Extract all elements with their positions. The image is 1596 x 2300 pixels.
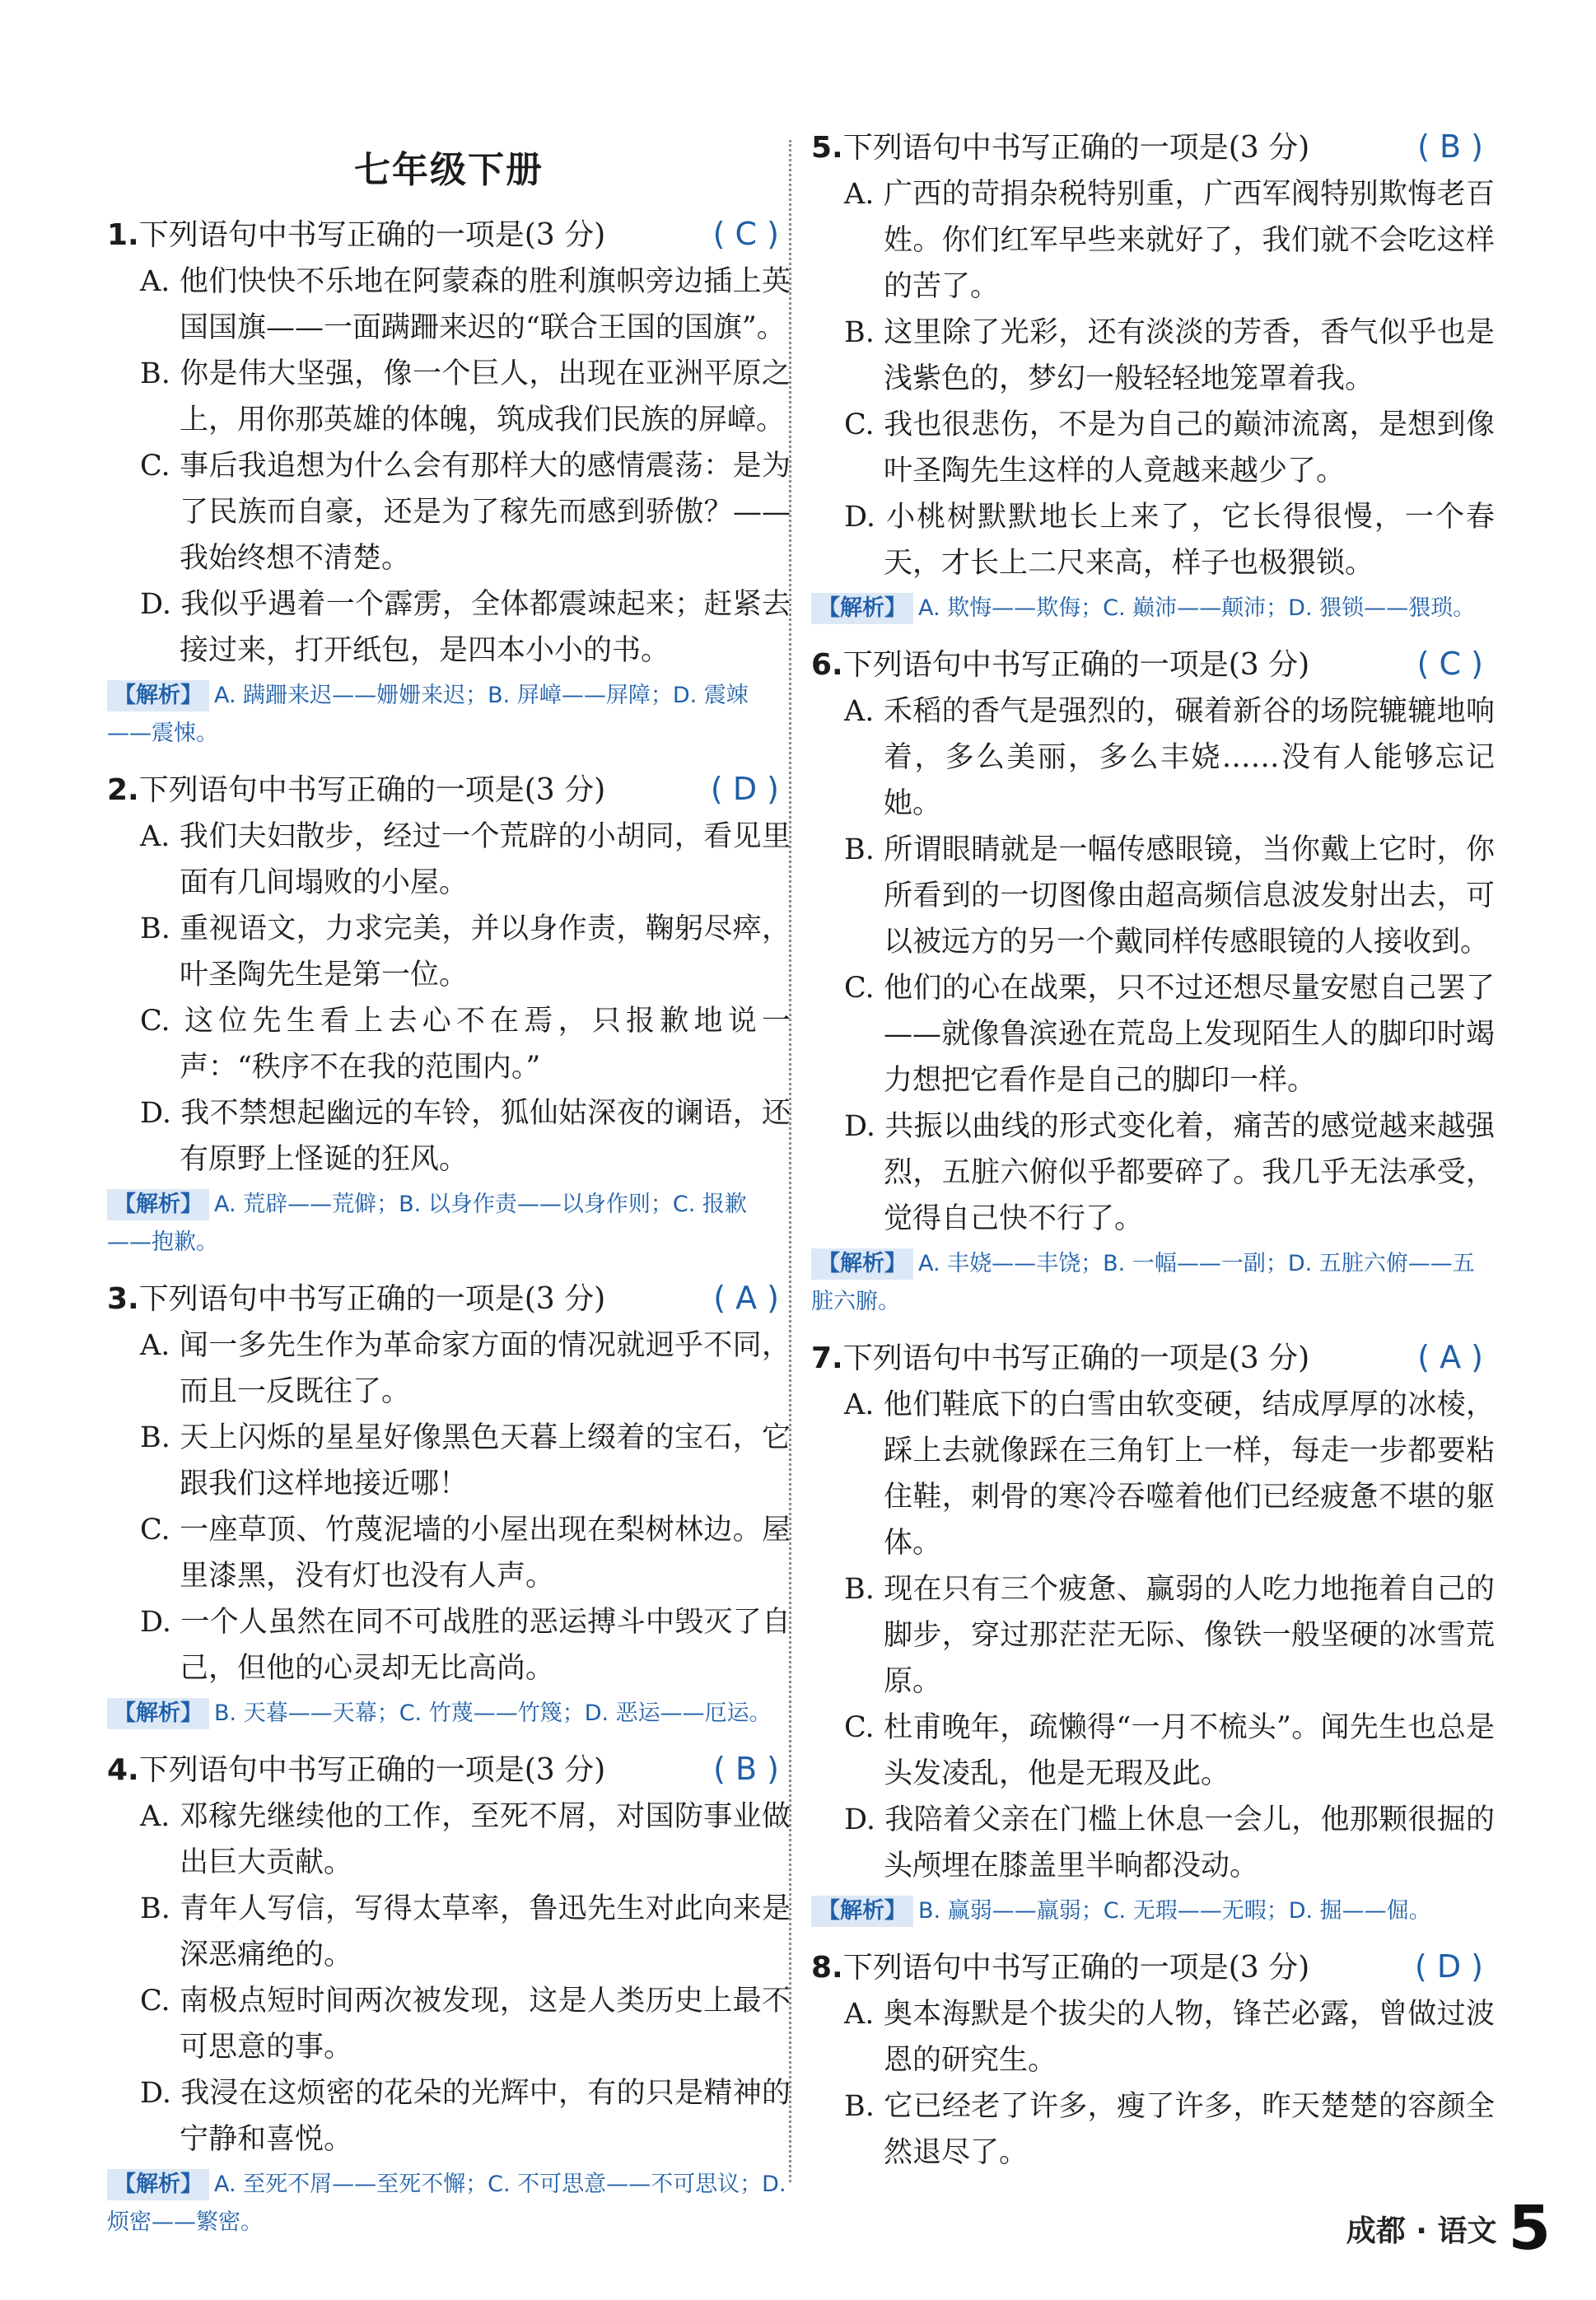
- explanation: [107, 1695, 791, 1733]
- question-item: [811, 124, 1495, 627]
- option-c: C. 事后我追想为什么会有那样大的感情震荡：是为了民族而自豪，还是为了稼先而感到骄傲？——我始终想不清楚。: [140, 450, 791, 575]
- question-text: 下列语句中书写正确的一项是(3 分): [842, 1341, 1310, 1375]
- section-title: 七年级下册: [354, 149, 544, 191]
- question-item: [107, 1746, 791, 2242]
- option-c: C. 杜甫晚年，疏懒得“一月不梳头”。闻先生也总是头发凌乱，他是无瑕及此。: [844, 1711, 1495, 1790]
- option-b: B. 它已经老了许多，瘦了许多，昨天楚楚的容颜全然退尽了。: [844, 2090, 1495, 2169]
- answer-mark: ( B ): [1417, 128, 1483, 165]
- option-d: D. 我不禁想起幽远的车铃，狐仙姑深夜的谰语，还有原野上怪诞的狂风。: [140, 1097, 791, 1176]
- option-b: B. 青年人写信，写得太草率，鲁迅先生对此向来是深恶痛绝的。: [140, 1892, 791, 1971]
- question-stem: [107, 1275, 791, 1323]
- question-text: 下列语句中书写正确的一项是(3 分): [842, 648, 1310, 682]
- explanation-text: A. 蹒跚来迟——姗姗来迟；B. 屏嶂——屏障；D. 震竦——震悚。: [107, 683, 749, 746]
- question-item: [107, 766, 791, 1262]
- question-number: 2.: [107, 773, 139, 807]
- option-d: D. 我陪着父亲在门槛上休息一会儿，他那颗很掘的头颅埋在膝盖里半晌都没动。: [844, 1803, 1495, 1882]
- option-d: D. 一个人虽然在同不可战胜的恶运搏斗中毁灭了自己，但他的心灵却无比高尚。: [140, 1606, 791, 1685]
- question-number: 6.: [811, 648, 843, 682]
- option-b: B. 天上闪烁的星星好像黑色天暮上缀着的宝石，它跟我们这样地接近哪！: [140, 1421, 791, 1500]
- question-stem-text: [811, 125, 1309, 171]
- option-d: D. 小桃树默默地长上来了，它长得很慢，一个春天，才长上二尺来高，样子也极猥锁。: [844, 501, 1495, 580]
- option-a: A. 他们快快不乐地在阿蒙森的胜利旗帜旁边插上英国国旗——一面蹒跚来迟的“联合王国的国旗”。: [140, 265, 791, 344]
- option-a: A. 邓稼先继续他的工作，至死不屑，对国防事业做出巨大贡献。: [140, 1800, 791, 1879]
- option-b: B. 所谓眼睛就是一幅传感眼镜，当你戴上它时，你所看到的一切图像由超高频信息波发射出去，可以被远方的另一个戴同样传感眼镜的人接收到。: [844, 833, 1495, 959]
- option-c: C. 这位先生看上去心不在焉，只报歉地说一声：“秩序不在我的范围内。”: [140, 1005, 791, 1084]
- explanation-text: A. 至死不屑——至死不懈；C. 不可思意——不可思议；D. 烦密——繁密。: [107, 2172, 786, 2235]
- option-c: C. 一座草顶、竹蔑泥墙的小屋出现在梨树林边。屋里漆黑，没有灯也没有人声。: [140, 1514, 791, 1593]
- explanation: [107, 2166, 791, 2242]
- page-number: 5: [1508, 2193, 1551, 2264]
- explanation: [107, 677, 791, 753]
- option-b: B. 重视语文，力求完美，并以身作责，鞠躬尽瘁，叶圣陶先生是第一位。: [140, 912, 791, 991]
- question-stem: [811, 641, 1495, 688]
- question-number: 4.: [107, 1753, 139, 1787]
- right-column: [811, 124, 1495, 2189]
- question-number: 5.: [811, 131, 843, 165]
- question-item: [811, 1334, 1495, 1930]
- option-a: A. 奥本海默是个拔尖的人物，锋芒必露，曾做过波恩的研究生。: [844, 1998, 1495, 2077]
- question-stem-text: [811, 1945, 1309, 1991]
- question-text: 下列语句中书写正确的一项是(3 分): [842, 1951, 1310, 1985]
- answer-mark: ( A ): [1417, 1339, 1483, 1375]
- question-item: [811, 1943, 1495, 2176]
- question-number: 1.: [107, 218, 139, 252]
- option-a: A. 广西的苛捐杂税特别重，广西军阀特别欺悔老百姓。你们红军早些来就好了，我们就不会吃这样的苦了。: [844, 178, 1495, 303]
- option-d: D. 我似乎遇着一个霹雳，全体都震竦起来；赶紧去接过来，打开纸包，是四本小小的书。: [140, 588, 791, 667]
- question-text: 下列语句中书写正确的一项是(3 分): [138, 773, 606, 807]
- question-stem-text: [811, 642, 1309, 688]
- explanation: [107, 1186, 791, 1262]
- question-stem: [107, 766, 791, 814]
- explanation-text: A. 丰娆——丰饶；B. 一幅——一副；D. 五脏六俯——五脏六腑。: [811, 1251, 1475, 1314]
- question-text: 下列语句中书写正确的一项是(3 分): [138, 1282, 606, 1316]
- question-item: [107, 1275, 791, 1733]
- question-stem: [107, 1746, 791, 1794]
- explanation-label: 【解析】: [107, 680, 209, 711]
- answer-mark: ( C ): [712, 216, 779, 252]
- answer-mark: ( B ): [713, 1751, 779, 1787]
- explanation-label: 【解析】: [107, 1698, 209, 1729]
- answer-mark: ( C ): [1416, 646, 1483, 682]
- question-stem-text: [811, 1336, 1309, 1382]
- question-number: 8.: [811, 1951, 843, 1985]
- question-text: 下列语句中书写正确的一项是(3 分): [138, 218, 606, 252]
- question-stem-text: [107, 212, 605, 259]
- footer-label: 成都 · 语文: [1346, 2214, 1497, 2248]
- option-a: A. 我们夫妇散步，经过一个荒辟的小胡同，看见里面有几间塌败的小屋。: [140, 820, 791, 899]
- explanation: [811, 1245, 1495, 1321]
- explanation-label: 【解析】: [107, 1189, 209, 1220]
- option-b: B. 现在只有三个疲惫、赢弱的人吃力地拖着自己的脚步，穿过那茫茫无际、像铁一般坚硬的冰雪荒原。: [844, 1573, 1495, 1698]
- explanation-label: 【解析】: [811, 1248, 913, 1280]
- question-number: 7.: [811, 1341, 843, 1375]
- question-stem-text: [107, 1747, 605, 1794]
- option-a: A. 禾稻的香气是强烈的，碾着新谷的场院辘辘地响着，多么美丽，多么丰娆……没有人能够忘记她。: [844, 695, 1495, 820]
- question-stem: [811, 124, 1495, 171]
- explanation-text: B. 赢弱——羸弱；C. 无瑕——无暇；D. 掘——倔。: [918, 1898, 1431, 1924]
- option-d: D. 我浸在这烦密的花朵的光辉中，有的只是精神的宁静和喜悦。: [140, 2077, 791, 2156]
- question-item: [811, 641, 1495, 1321]
- question-text: 下列语句中书写正确的一项是(3 分): [842, 131, 1310, 165]
- answer-mark: ( D ): [710, 771, 779, 807]
- explanation-label: 【解析】: [107, 2169, 209, 2200]
- question-number: 3.: [107, 1282, 139, 1316]
- question-text: 下列语句中书写正确的一项是(3 分): [138, 1753, 606, 1787]
- option-d: D. 共振以曲线的形式变化着，痛苦的感觉越来越强烈，五脏六俯似乎都要碎了。我几乎无法承受，觉得自己快不行了。: [844, 1110, 1495, 1235]
- explanation-label: 【解析】: [811, 1896, 913, 1927]
- explanation: [811, 590, 1495, 627]
- option-c: C. 他们的心在战栗，只不过还想尽量安慰自己罢了——就像鲁滨逊在荒岛上发现陌生人的脚印时竭力想把它看作是自己的脚印一样。: [844, 972, 1495, 1097]
- explanation-text: A. 欺悔——欺侮；C. 巅沛——颠沛；D. 猥锁——猥琐。: [918, 595, 1476, 621]
- option-a: A. 闻一多先生作为革命家方面的情况就迥乎不同，而且一反既往了。: [140, 1329, 791, 1408]
- option-c: C. 南极点短时间两次被发现，这是人类历史上最不可思意的事。: [140, 1985, 791, 2064]
- option-b: B. 这里除了光彩，还有淡淡的芳香，香气似乎也是浅紫色的，梦幻一般轻轻地笼罩着我。: [844, 316, 1495, 395]
- explanation-label: 【解析】: [811, 593, 913, 624]
- explanation-text: A. 荒辟——荒僻；B. 以身作责——以身作则；C. 报歉——抱歉。: [107, 1192, 747, 1255]
- option-b: B. 你是伟大坚强，像一个巨人，出现在亚洲平原之上，用你那英雄的体魄，筑成我们民族的屏嶂。: [140, 357, 791, 436]
- question-stem: [107, 211, 791, 259]
- question-item: [107, 211, 791, 753]
- left-column: [107, 124, 791, 2255]
- option-a: A. 他们鞋底下的白雪由软变硬，结成厚厚的冰棱，踩上去就像踩在三角钉上一样，每走一步都要粘住鞋，刺骨的寒冷吞噬着他们已经疲惫不堪的躯体。: [844, 1388, 1495, 1560]
- answer-mark: ( D ): [1414, 1948, 1483, 1985]
- explanation-text: B. 天暮——天幕；C. 竹蔑——竹篾；D. 恶运——厄运。: [214, 1701, 772, 1726]
- option-c: C. 我也很悲伤，不是为自己的巅沛流离，是想到像叶圣陶先生这样的人竟越来越少了。: [844, 408, 1495, 488]
- page-footer: [1346, 2193, 1551, 2264]
- explanation: [811, 1892, 1495, 1930]
- question-stem-text: [107, 1276, 605, 1323]
- question-stem: [811, 1334, 1495, 1382]
- answer-mark: ( A ): [713, 1280, 779, 1316]
- question-stem: [811, 1943, 1495, 1991]
- question-stem-text: [107, 767, 605, 814]
